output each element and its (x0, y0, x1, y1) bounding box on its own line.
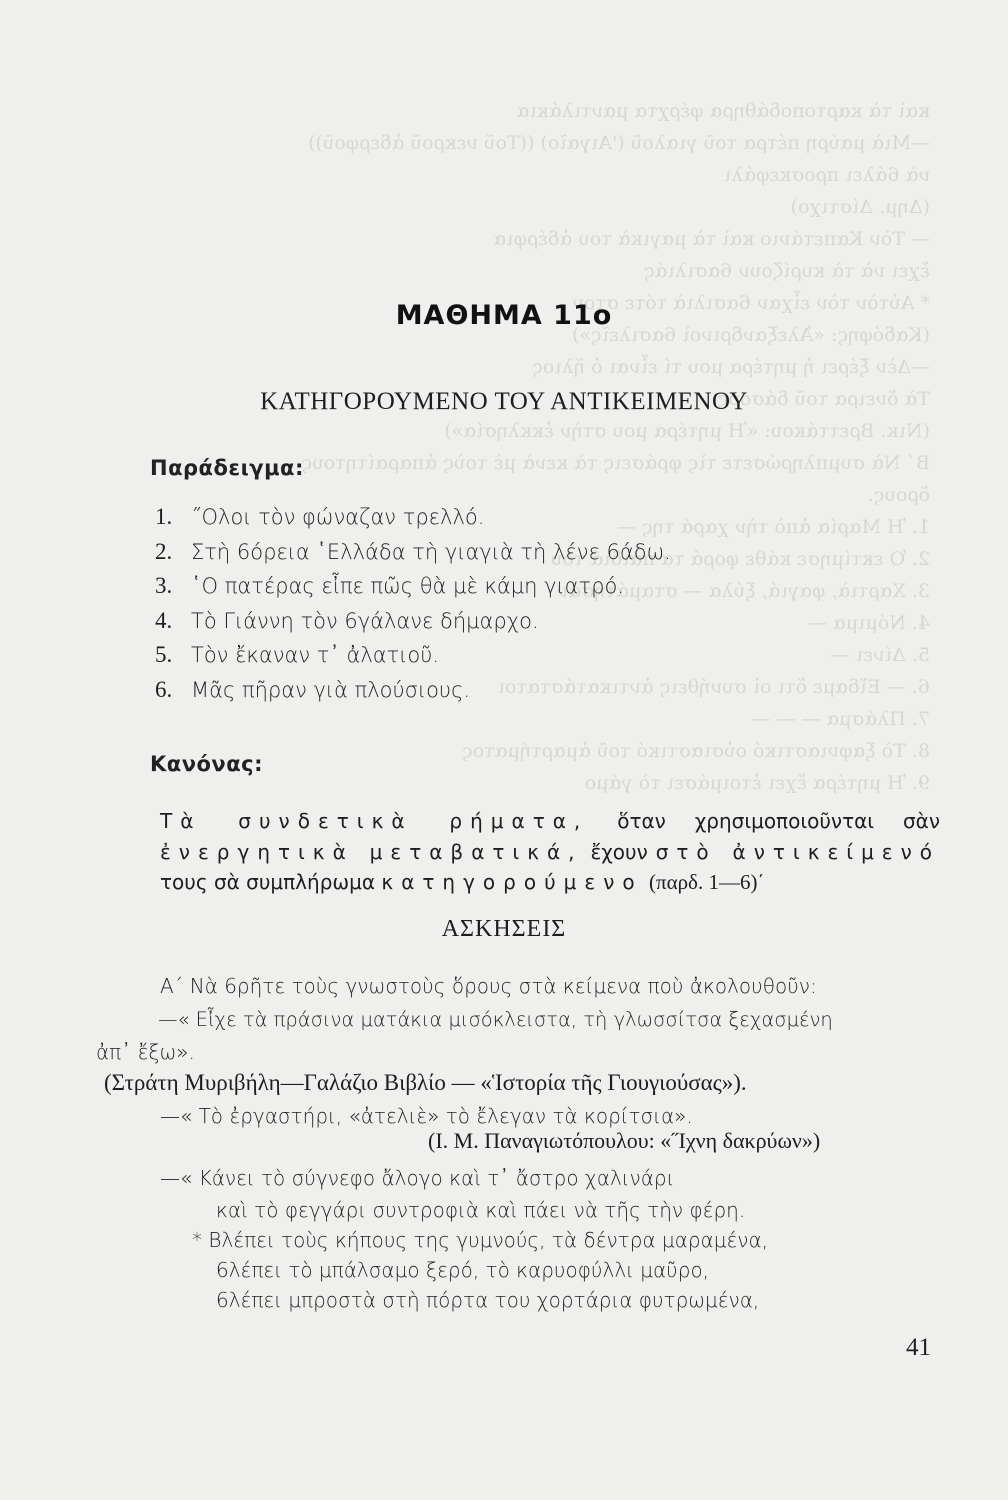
list-item-number: 6. (155, 676, 173, 702)
exercises-heading: ΑΣΚΗΣΕΙΣ (441, 916, 567, 942)
exercise-instruction: Α΄ Νὰ 6ρῆτε τοὺς γνωστοὺς ὅρους στὰ κείμενα ποὺ ἀκολουθοῦν: (160, 974, 817, 998)
lesson-subtitle: ΚΑΤΗΓΟΡΟΥΜΕΝΟ ΤΟΥ ΑΝΤΙΚΕΙΜΕΝΟΥ (260, 388, 748, 415)
list-item-number: 2. (155, 538, 173, 564)
rule-emphasis: Τὰ συνδετικὰ ρήματα, (160, 809, 589, 833)
poem-line-3: * Βλέπει τοὺς κήπους της γυμνούς, τὰ δέντρα μαραμένα, (192, 1228, 768, 1252)
quote-2: —« Τὸ ἐργαστήρι, «ἀτελιὲ» τὸ ἔλεγαν τὰ κορίτσια». (160, 1104, 693, 1128)
list-item-text: Στὴ 6όρεια ῾Ελλάδα τὴ γιαγιὰ τὴ λένε 6άδω. (191, 539, 671, 564)
list-item-text: Τὸ Γιάννη τὸν 6γάλανε δήμαρχο. (191, 608, 539, 633)
bleed-through-text: καὶ τὰ καρτοποδάθηρα φέρχτα μαντιλάκια —Μιὰ μαύρη πέτρα τοῦ γιαλοῦ ('Αιγαῖο) ((Τοῦ νεκροῦ ἀδερφοῦ)) νὰ 6άλει προσκεφάλι (Δημ. Δίστιχο) — Τὸν Καπετάνιο καὶ τὰ μαγικὰ του ἀδέρφια ἔχει νὰ τὰ κυρίζουν 6ασιλιάς * Αὐτὸν τὸν εἶχαν 6ασιλιὰ τότε στον (Καδόφης: «Ἀλεξανδρινοὶ 6ασιλεῖς») —Δὲν ξέρει ἡ μητέρα μου τί εἶναι ὁ ἥλιος Τὰ ὄνειρα τοῦ δάσους (Νικ. Βρεττάκου: «Ἡ μητέρα μου στὴν ἐκκλησία») Β΄ Νὰ συμπληρώσετε τὶς φράσεις τὰ κενὰ μὲ τοὺς ἀπαραίτητους ὅρους. 1. Ἡ Μαρία ἀπὸ τὴν χαρά της — 2. Ὁ εκτίμησε κάθε φορά τα παιδιά του 3. Χαρτιὰ, φαγιά, ξύλα — σταμάτησαν 4. Νόμιμα — 5. Δίνει — 6. — Εἴδαμε ὅτι οἱ συνήθεις ἀντικατάστατοι 7. Πλάσμα — — — 8. Τὸ ξαφνιαστικό οὐσιαστικό τοῦ ἁμαρτήματος 9. Ἡ μητέρα ἔχει ἐτοιμάσει τὸ γάμο (301, 100, 930, 794)
poem-line-5: 6λέπει μπροστὰ στὴ πόρτα του χορτάρια φυτρωμένα, (216, 1288, 760, 1312)
example-list (155, 504, 671, 711)
poem-line-4: 6λέπει τὸ μπάλσαμο ξερό, τὸ καρυοφύλλι μαῦρο, (216, 1258, 710, 1282)
example-heading: Παράδειγμα: (150, 456, 304, 480)
rule-text: ἔχουν (590, 839, 648, 864)
rule-emphasis: στὸ ἀντικείμενό (655, 839, 941, 864)
list-item-text: ˝Ολοι τὸν φώναζαν τρελλό. (191, 505, 485, 529)
list-item (155, 539, 671, 574)
lesson-title: ΜΑΘΗΜΑ 11ο (395, 300, 613, 331)
rule-line-3 (160, 867, 940, 898)
list-item (155, 642, 671, 677)
list-item (155, 608, 671, 643)
poem-line-1: —« Κάνει τὸ σύγνεφο ἄλογο καὶ τ᾽ ἄστρο χαλινάρι (160, 1166, 675, 1190)
rule-text: ὅταν χρησιμοποιοῦνται σὰν (617, 809, 940, 833)
list-item-number: 5. (155, 642, 173, 667)
rule-emphasis: ἐνεργητικὰ μεταβατικά, (160, 839, 583, 864)
poem-line-2: καὶ τὸ φεγγάρι συντροφιὰ καὶ πάει νὰ τῆς τὴν φέρη. (216, 1198, 746, 1222)
rule-reference: (παρδ. 1—6)΄ (648, 870, 765, 894)
quote-1-line-1: —« Εἶχε τὰ πράσινα ματάκια μισόκλειστα, τὴ γλωσσίτσα ξεχασμένη (158, 1008, 833, 1031)
list-item-text: Μᾶς πῆραν γιὰ πλούσιους. (191, 677, 471, 702)
rule-emphasis: κατηγορούμενο (381, 870, 643, 894)
list-item-text: Τὸν ἔκαναν τ᾽ ἀλατιοῦ. (191, 643, 440, 667)
rule-text: τους σὰ συμπλήρωμα (160, 870, 376, 894)
list-item-text: ῾Ο πατέρας εἶπε πῶς θὰ μὲ κάμη γιατρό. (191, 574, 625, 598)
rule-line-1 (160, 806, 940, 837)
quote-1-source: (Στράτη Μυριβήλη—Γαλάζιο Βιβλίο — «Ἱστορία τῆς Γιουγιούσας»). (104, 1070, 747, 1095)
quote-2-source: (Ι. Μ. Παναγιωτόπουλου: «˝Ιχνη δακρύων») (428, 1128, 821, 1153)
list-item-number: 1. (155, 504, 173, 529)
list-item (155, 573, 671, 608)
rule-heading: Κανόνας: (150, 752, 264, 776)
rule-paragraph (160, 806, 940, 898)
rule-line-2 (160, 837, 940, 868)
list-item-number: 3. (155, 573, 173, 598)
page-number: 41 (906, 1334, 931, 1361)
quote-1-line-2: ἀπ᾽ ἔξω». (96, 1040, 195, 1064)
list-item-number: 4. (155, 607, 173, 633)
list-item (155, 504, 671, 539)
list-item (155, 677, 671, 712)
